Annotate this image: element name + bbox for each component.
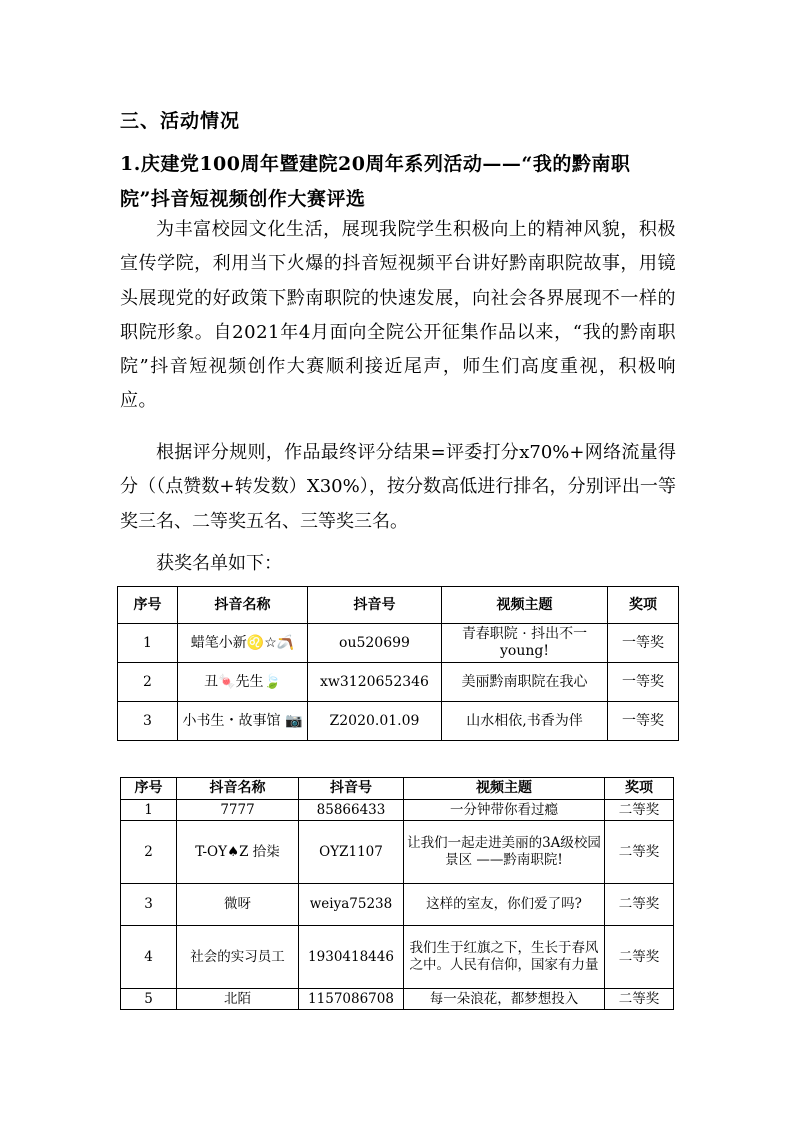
cell-award: 一等奖 — [608, 624, 679, 663]
cell-theme: 美丽黔南职院在我心 — [442, 663, 608, 702]
cell-id: 1157086708 — [299, 989, 404, 1010]
table-header-row — [118, 587, 679, 624]
cell-id: 1930418446 — [299, 926, 404, 989]
cell-name: 北陌 — [177, 989, 299, 1010]
cell-name: 小书生・故事馆 📷 — [178, 702, 308, 741]
scoring-paragraph: 根据评分规则，作品最终评分结果=评委打分x70%+网络流量得分（（点赞数+转发数）X30%），按分数高低进行排名，分别评出一等奖三名、二等奖五名、三等奖三名。 — [120, 442, 676, 532]
cell-name: 微呀 — [177, 884, 299, 926]
header-name: 抖音名称 — [177, 778, 299, 800]
header-theme: 视频主题 — [404, 778, 605, 800]
cell-id: OYZ1107 — [299, 821, 404, 884]
cell-name: 社会的实习员工 — [177, 926, 299, 989]
cell-theme: 每一朵浪花，都梦想投入 — [404, 989, 605, 1010]
first-prize-table — [117, 586, 679, 741]
winners-intro: 获奖名单如下： — [156, 553, 282, 574]
header-award: 奖项 — [608, 587, 679, 624]
cell-name: 蜡笔小新♌☆🪃 — [178, 624, 308, 663]
cell-theme: 我们生于红旗之下，生长于春风之中。人民有信仰，国家有力量 — [404, 926, 605, 989]
header-theme: 视频主题 — [442, 587, 608, 624]
cell-id: 85866433 — [299, 800, 404, 821]
cell-award: 二等奖 — [605, 989, 674, 1010]
header-id: 抖音号 — [299, 778, 404, 800]
subsection-title: 1.庆建党100周年暨建院20周年系列活动——“我的黔南职院”抖音短视频创作大赛评选 — [120, 153, 631, 210]
cell-award: 二等奖 — [605, 926, 674, 989]
cell-award: 二等奖 — [605, 821, 674, 884]
cell-id: ou520699 — [308, 624, 442, 663]
cell-theme: 这样的室友，你们爱了吗? — [404, 884, 605, 926]
cell-theme: 青春职院 · 抖出不一young! — [442, 624, 608, 663]
header-award: 奖项 — [605, 778, 674, 800]
cell-no: 1 — [118, 624, 178, 663]
intro-paragraph: 为丰富校园文化生活，展现我院学生积极向上的精神风貌，积极宣传学院，利用当下火爆的抖音短视频平台讲好黔南职院故事，用镜头展现党的好政策下黔南职院的快速发展，向社会各界展现不一样的职院形象。自2021年4月面向全院公开征集作品以来，“我的黔南职院”抖音短视频创作大赛顺利接近尾声，师生们高度重视，积极响应。 — [120, 219, 676, 412]
cell-theme: 让我们一起走进美丽的3A级校园景区 ——黔南职院! — [404, 821, 605, 884]
cell-award: 一等奖 — [608, 702, 679, 741]
table-row — [118, 702, 679, 741]
cell-no: 1 — [121, 800, 177, 821]
header-id: 抖音号 — [308, 587, 442, 624]
cell-no: 3 — [121, 884, 177, 926]
cell-award: 二等奖 — [605, 800, 674, 821]
cell-name: T-OY♠Z 拾柒 — [177, 821, 299, 884]
cell-award: 二等奖 — [605, 884, 674, 926]
cell-name: 丑🍬先生🍃 — [178, 663, 308, 702]
table-row — [121, 884, 674, 926]
table-row — [118, 663, 679, 702]
header-no: 序号 — [121, 778, 177, 800]
table-row — [121, 800, 674, 821]
cell-no: 2 — [118, 663, 178, 702]
cell-no: 5 — [121, 989, 177, 1010]
cell-theme: 一分钟带你看过瘾 — [404, 800, 605, 821]
header-no: 序号 — [118, 587, 178, 624]
cell-id: xw3120652346 — [308, 663, 442, 702]
cell-id: Z2020.01.09 — [308, 702, 442, 741]
table-row — [121, 989, 674, 1010]
header-name: 抖音名称 — [178, 587, 308, 624]
table-row — [118, 624, 679, 663]
cell-award: 一等奖 — [608, 663, 679, 702]
cell-theme: 山水相依,书香为伴 — [442, 702, 608, 741]
cell-no: 4 — [121, 926, 177, 989]
table-row — [121, 926, 674, 989]
section-title: 三、活动情况 — [120, 110, 241, 132]
table-row — [121, 821, 674, 884]
second-prize-table — [120, 777, 674, 1010]
cell-name: 7777 — [177, 800, 299, 821]
cell-no: 2 — [121, 821, 177, 884]
table-header-row — [121, 778, 674, 800]
cell-no: 3 — [118, 702, 178, 741]
cell-id: weiya75238 — [299, 884, 404, 926]
